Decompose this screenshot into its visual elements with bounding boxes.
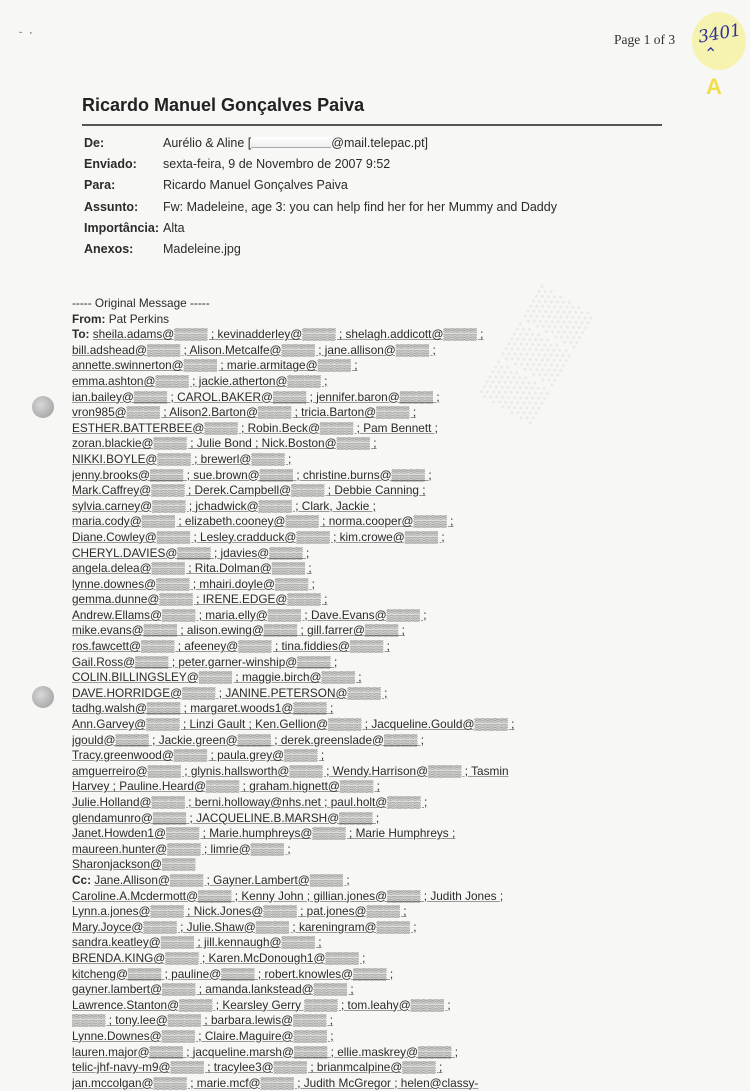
recipient-line: Mary.Joyce@▒▒▒▒ ; Julie.Shaw@▒▒▒▒ ; kareningram@▒▒▒▒ ; <box>72 919 417 934</box>
header-label: Para: <box>84 178 116 192</box>
recipient-line: jan.mccolgan@▒▒▒▒ ; marie.mcf@▒▒▒▒ ; Judith McGregor ; helen@classy- <box>72 1075 479 1090</box>
recipient-line: Janet.Howden1@▒▒▒▒ ; Marie.humphreys@▒▒▒▒ ; Marie Humphreys ; <box>72 826 456 841</box>
recipient-line: Mark.Caffrey@▒▒▒▒ ; Derek.Campbell@▒▒▒▒ ; Debbie Canning ; <box>72 483 426 498</box>
recipient-line: ian.bailey@▒▒▒▒ ; CAROL.BAKER@▒▒▒▒ ; jennifer.baron@▒▒▒▒ ; <box>72 389 440 404</box>
original-message-separator: ----- Original Message ----- <box>72 296 210 310</box>
recipient-line: Diane.Cowley@▒▒▒▒ ; Lesley.cradduck@▒▒▒▒ ; kim.crowe@▒▒▒▒ ; <box>72 529 445 544</box>
recipient-line: Lawrence.Stanton@▒▒▒▒ ; Kearsley Gerry ▒▒▒▒ ; tom.leahy@▒▒▒▒ ; <box>72 997 451 1012</box>
punch-hole <box>32 686 54 708</box>
recipient-line: jenny.brooks@▒▒▒▒ ; sue.brown@▒▒▒▒ ; christine.burns@▒▒▒▒ ; <box>72 467 432 482</box>
recipient-line: angela.delea@▒▒▒▒ ; Rita.Dolman@▒▒▒▒ ; <box>72 561 312 576</box>
recipient-line: sylvia.carney@▒▒▒▒ ; jchadwick@▒▒▒▒ ; Clark, Jackie ; <box>72 498 376 513</box>
faint-watermark: ▒▒▒ <box>475 279 596 425</box>
header-label: Enviado: <box>84 157 137 171</box>
page-title: Ricardo Manuel Gonçalves Paiva <box>82 95 365 115</box>
recipient-line: Sharonjackson@▒▒▒▒ <box>72 857 196 872</box>
recipient-line: amguerreiro@▒▒▒▒ ; glynis.hallsworth@▒▒▒▒ ; Wendy.Harrison@▒▒▒▒ ; Tasmin <box>72 763 509 778</box>
recipient-line: lynne.downes@▒▒▒▒ ; mhairi.doyle@▒▒▒▒ ; <box>72 576 315 591</box>
recipient-line: zoran.blackie@▒▒▒▒ ; Julie Bond ; Nick.Boston@▒▒▒▒ ; <box>72 436 377 451</box>
recipient-line: Gail.Ross@▒▒▒▒ ; peter.garner-winship@▒▒▒▒ ; <box>72 654 338 669</box>
margin-scribble: ` · <box>16 23 37 45</box>
stamp-number: 3401 <box>696 20 743 48</box>
recipient-line: annette.swinnerton@▒▒▒▒ ; marie.armitage@▒▒▒▒ ; <box>72 358 358 373</box>
recipient-line: lauren.major@▒▒▒▒ ; jacqueline.marsh@▒▒▒▒ ; ellie.maskrey@▒▒▒▒ ; <box>72 1044 459 1059</box>
recipient-line: mike.evans@▒▒▒▒ ; alison.ewing@▒▒▒▒ ; gill.farrer@▒▒▒▒ ; <box>72 623 405 638</box>
header-label: Importância: <box>84 221 160 235</box>
header-value: Alta <box>163 221 185 235</box>
recipient-line: vron985@▒▒▒▒ ; Alison2.Barton@▒▒▒▒ ; tricia.Barton@▒▒▒▒ ; <box>72 405 417 420</box>
header-value: Ricardo Manuel Gonçalves Paiva <box>163 178 348 192</box>
recipient-line: Caroline.A.Mcdermott@▒▒▒▒ ; Kenny John ; gillian.jones@▒▒▒▒ ; Judith Jones ; <box>72 888 504 903</box>
redaction-mark <box>251 137 331 148</box>
recipient-line: COLIN.BILLINGSLEY@▒▒▒▒ ; maggie.birch@▒▒▒▒ ; <box>72 670 362 685</box>
recipient-line: Julie.Holland@▒▒▒▒ ; berni.holloway@nhs.net ; paul.holt@▒▒▒▒ ; <box>72 795 428 809</box>
recipient-line: gayner.lambert@▒▒▒▒ ; amanda.lankstead@▒▒▒▒ ; <box>72 982 354 997</box>
recipient-line: BRENDA.KING@▒▒▒▒ ; Karen.McDonough1@▒▒▒▒ ; <box>72 950 366 965</box>
recipient-line: Lynn.a.jones@▒▒▒▒ ; Nick.Jones@▒▒▒▒ ; pat.jones@▒▒▒▒ ; <box>72 904 407 919</box>
recipient-line: sandra.keatley@▒▒▒▒ ; jill.kennaugh@▒▒▒▒ ; <box>72 935 322 950</box>
header-label: Anexos: <box>84 242 134 256</box>
recipient-line: gemma.dunne@▒▒▒▒ ; IRENE.EDGE@▒▒▒▒ ; <box>72 592 328 607</box>
recipient-line: bill.adshead@▒▒▒▒ ; Alison.Metcalfe@▒▒▒▒ ; jane.allison@▒▒▒▒ ; <box>72 342 436 357</box>
header-value: Aurélio & Aline [ @mail.telepac.pt] <box>163 136 429 150</box>
recipient-line: Andrew.Ellams@▒▒▒▒ ; maria.elly@▒▒▒▒ ; Dave.Evans@▒▒▒▒ ; <box>72 607 427 622</box>
stamp-mark: ⌃ <box>704 44 718 63</box>
recipient-line: Ann.Garvey@▒▒▒▒ ; Linzi Gault ; Ken.Gellion@▒▒▒▒ ; Jacqueline.Gould@▒▒▒▒ ; <box>72 717 515 732</box>
recipient-line: ESTHER.BATTERBEE@▒▒▒▒ ; Robin.Beck@▒▒▒▒ ; Pam Bennett ; <box>72 420 438 435</box>
recipient-line: kitcheng@▒▒▒▒ ; pauline@▒▒▒▒ ; robert.knowles@▒▒▒▒ ; <box>72 966 394 981</box>
from-line: From: Pat Perkins <box>72 311 170 326</box>
recipient-line: telic-jhf-navy-m9@▒▒▒▒ ; tracylee3@▒▒▒▒ ; brianmcalpine@▒▒▒▒ ; <box>72 1060 443 1075</box>
stamp-letter: A <box>706 74 722 99</box>
recipient-line: tadhg.walsh@▒▒▒▒ ; margaret.woods1@▒▒▒▒ ; <box>72 701 334 716</box>
recipient-line: ▒▒▒▒ ; tony.lee@▒▒▒▒ ; barbara.lewis@▒▒▒▒ ; <box>72 1013 334 1028</box>
header-label: Assunto: <box>84 200 139 214</box>
recipient-line: DAVE.HORRIDGE@▒▒▒▒ ; JANINE.PETERSON@▒▒▒▒ ; <box>72 685 388 700</box>
forwarded-message <box>72 296 692 1091</box>
header-value: sexta-feira, 9 de Novembro de 2007 9:52 <box>163 157 391 171</box>
recipient-line: Harvey ; Pauline.Heard@▒▒▒▒ ; graham.hignett@▒▒▒▒ ; <box>72 779 380 794</box>
punch-hole <box>32 396 54 418</box>
page-number: Page 1 of 3 <box>614 32 676 47</box>
header-label: De: <box>84 136 105 150</box>
recipient-line: Lynne.Downes@▒▒▒▒ ; Claire.Maguire@▒▒▒▒ ; <box>72 1028 334 1043</box>
recipient-line: ros.fawcett@▒▒▒▒ ; afeeney@▒▒▒▒ ; tina.fiddies@▒▒▒▒ ; <box>72 639 390 654</box>
recipient-line: NIKKI.BOYLE@▒▒▒▒ ; brewerl@▒▒▒▒ ; <box>72 451 292 466</box>
recipient-line: Tracy.greenwood@▒▒▒▒ ; paula.grey@▒▒▒▒ ; <box>72 748 325 763</box>
recipient-line: maria.cody@▒▒▒▒ ; elizabeth.cooney@▒▒▒▒ ; norma.cooper@▒▒▒▒ ; <box>72 514 454 529</box>
recipient-line: CHERYL.DAVIES@▒▒▒▒ ; jdavies@▒▒▒▒ ; <box>72 545 310 560</box>
recipient-line: glendamunro@▒▒▒▒ ; JACQUELINE.B.MARSH@▒▒▒▒ ; <box>72 810 380 825</box>
cc-line: Cc: Jane.Allison@▒▒▒▒ ; Gayner.Lambert@▒▒▒▒ ; <box>72 872 350 887</box>
recipient-line: emma.ashton@▒▒▒▒ ; jackie.atherton@▒▒▒▒ ; <box>72 373 328 388</box>
recipient-line: jgould@▒▒▒▒ ; Jackie.green@▒▒▒▒ ; derek.greenslade@▒▒▒▒ ; <box>72 732 424 747</box>
header-value: Madeleine.jpg <box>163 242 241 256</box>
title-divider <box>82 124 662 126</box>
to-line: To: sheila.adams@▒▒▒▒ ; kevinadderley@▒▒▒▒ ; shelagh.addicott@▒▒▒▒ ; <box>72 327 484 342</box>
recipient-line: maureen.hunter@▒▒▒▒ ; limrie@▒▒▒▒ ; <box>72 841 291 856</box>
header-value: Fw: Madeleine, age 3: you can help find her for her Mummy and Daddy <box>163 200 557 214</box>
